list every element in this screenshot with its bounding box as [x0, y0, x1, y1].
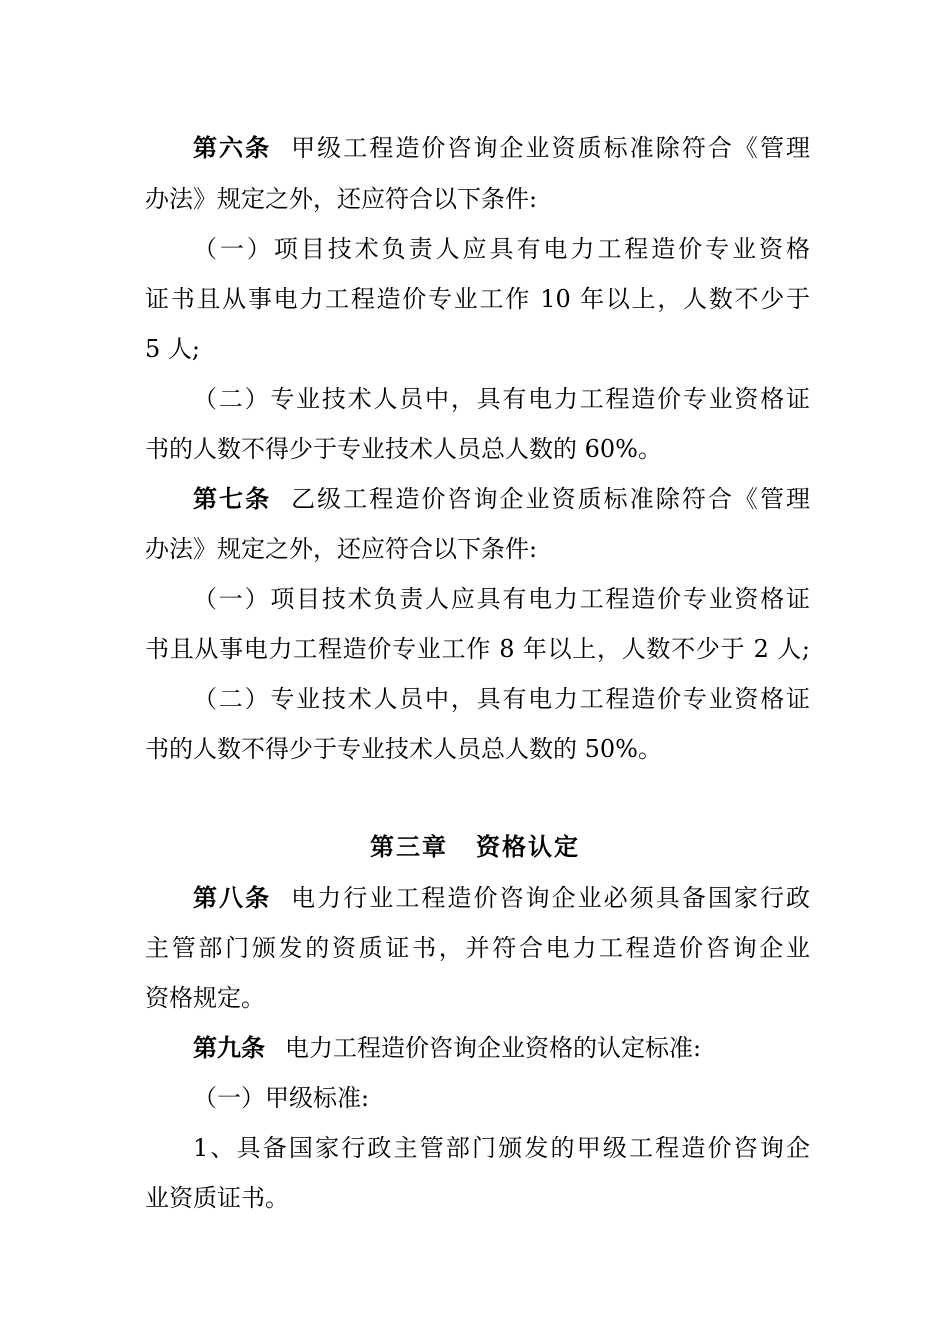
article-6-text-line-2: 办法》规定之外，还应符合以下条件: — [145, 185, 538, 213]
article-6-item-2-line-2: 书的人数不得少于专业技术人员总人数的 60%。 — [145, 435, 662, 463]
article-7-text-line-2: 办法》规定之外，还应符合以下条件: — [145, 535, 538, 563]
article-8-text-line-2: 主管部门颁发的资质证书，并符合电力工程造价咨询企业 — [145, 934, 810, 962]
article-7-item-2-line-2: 书的人数不得少于专业技术人员总人数的 50%。 — [145, 735, 662, 763]
article-7-item-2-line-1: （二）专业技术人员中，具有电力工程造价专业资格证 — [193, 685, 810, 713]
article-6-item-2-line-1: （二）专业技术人员中，具有电力工程造价专业资格证 — [193, 385, 810, 413]
article-8-paragraph — [193, 882, 810, 914]
article-9-item-1: （一）甲级标准: — [193, 1084, 370, 1112]
article-7-item-1-line-2: 书且从事电力工程造价专业工作 8 年以上，人数不少于 2 人; — [145, 635, 810, 663]
article-7-paragraph — [193, 483, 810, 515]
article-6-item-1-line-3: 5 人; — [145, 335, 200, 363]
article-6-number: 第六条 — [193, 133, 272, 162]
article-8-text-line-3: 资格规定。 — [145, 984, 265, 1012]
article-7-text-line-1: 乙级工程造价咨询企业资质标准除符合《管理 — [291, 485, 811, 513]
article-6-item-1-line-2: 证书且从事电力工程造价专业工作 10 年以上，人数不少于 — [145, 285, 810, 313]
chapter-heading — [0, 831, 950, 863]
article-9-number: 第九条 — [193, 1033, 265, 1062]
article-6-paragraph — [193, 132, 810, 164]
article-7-item-1-line-1: （一）项目技术负责人应具有电力工程造价专业资格证 — [193, 585, 810, 613]
article-9-point-1-line-2: 业资质证书。 — [145, 1184, 289, 1212]
article-8-number: 第八条 — [193, 883, 272, 912]
article-7-number: 第七条 — [193, 484, 272, 513]
chapter-title: 资格认定 — [476, 832, 580, 861]
article-6-item-1-line-1: （一）项目技术负责人应具有电力工程造价专业资格 — [193, 235, 810, 263]
chapter-number: 第三章 — [370, 832, 448, 861]
article-6-text-line-1: 甲级工程造价咨询企业资质标准除符合《管理 — [291, 134, 811, 162]
article-9-paragraph — [193, 1032, 810, 1064]
article-9-text-line-1: 电力工程造价咨询企业资格的认定标准: — [285, 1034, 702, 1062]
article-8-text-line-1: 电力行业工程造价咨询企业必须具备国家行政 — [291, 884, 811, 912]
article-9-point-1-line-1: 1、具备国家行政主管部门颁发的甲级工程造价咨询企 — [193, 1134, 810, 1162]
